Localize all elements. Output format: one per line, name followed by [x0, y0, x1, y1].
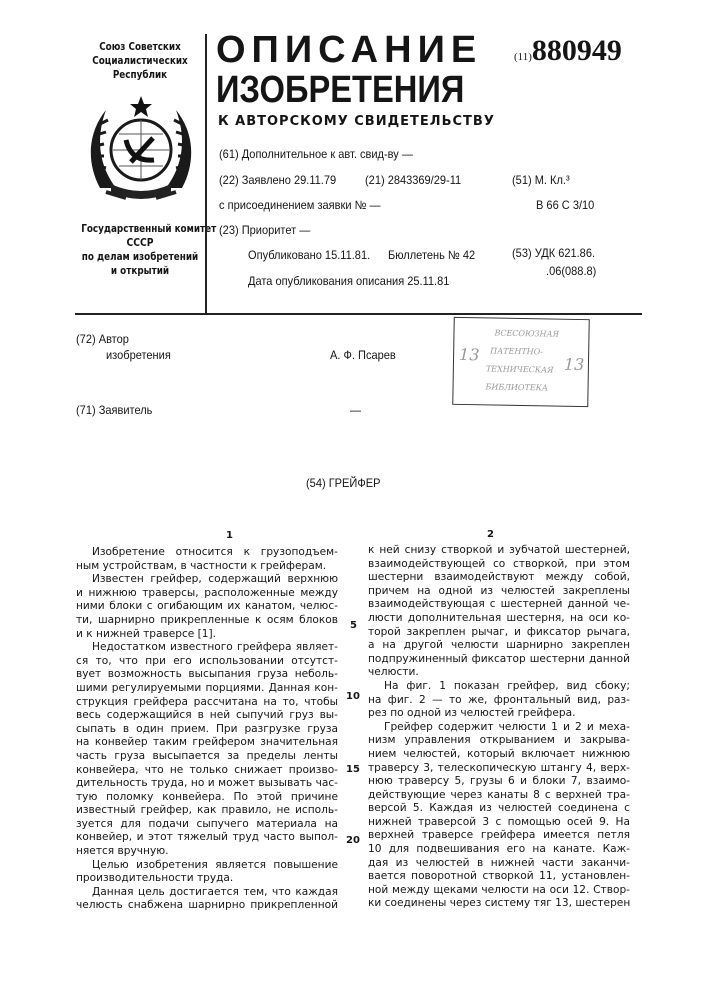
text-line: сыпать в один прием. При разгрузке груза [76, 723, 338, 737]
paragraph [368, 544, 630, 680]
field-21: (21) 2843369/29-11 [365, 173, 461, 187]
published-date: Опубликовано 15.11.81. [248, 248, 370, 262]
doc-title-line2: ИЗОБРЕТЕНИЯ [216, 70, 464, 110]
field-72-label: (72) Автор [76, 332, 129, 346]
text-line: верхней траверсе грейфера имеется петля [368, 829, 630, 843]
field-53-label: (53) УДК 621.86. [512, 246, 595, 260]
field-72-label-2: изобретения [106, 348, 171, 362]
org-line: Социалистических [81, 54, 199, 68]
text-line: шестерни взаимодействуют между собой, [368, 571, 630, 585]
text-line: ними блоки с огибающим их канатом, челюс- [76, 600, 338, 614]
text-line: Известен грейфер, содержащий верхнюю [76, 573, 338, 587]
text-line: дительность труда, но и может вызывать час- [76, 777, 338, 791]
text-line: часть груза высыпается за пределы ленты [76, 750, 338, 764]
stamp-line: БИБЛИОТЕКА [485, 382, 548, 393]
text-column-right [368, 544, 630, 911]
text-column-left [76, 546, 338, 913]
field-22: (22) Заявлено 29.11.79 [219, 173, 336, 187]
paragraph [76, 641, 338, 859]
text-line: а на другой челюсти шарнирно закреплен [368, 639, 630, 653]
paragraph [368, 680, 630, 721]
text-line: нижней траверсой 3 с помощью осей 9. На [368, 816, 630, 830]
stamp-mark: 13 [564, 356, 585, 374]
text-line: и к нижней траверсе [1]. [76, 628, 338, 642]
field-51-label: (51) М. Кл.³ [512, 173, 570, 187]
line-number: 5 [350, 620, 357, 632]
text-line: челюсти. [368, 666, 630, 680]
column-number-1: 1 [226, 530, 233, 542]
text-line: дая из челюстей в нижней части заканчи- [368, 857, 630, 871]
text-line: вается поворотной створкой 11, установлен- [368, 870, 630, 884]
text-line: няется вручную. [76, 845, 338, 859]
text-line: и нижнюю траверсы, расположенные между [76, 587, 338, 601]
stamp-line: ПАТЕНТНО- [490, 346, 543, 357]
committee-line: Государственный комитет [81, 222, 199, 236]
vertical-divider [205, 34, 207, 313]
doc-title-line1: ОПИСАНИЕ [216, 30, 482, 70]
text-line: челюсть снабжена шарнирно прикрепленной [76, 899, 338, 913]
paragraph [76, 546, 338, 573]
field-51-value: В 66 С 3/10 [536, 198, 594, 212]
applicant-value: — [350, 403, 361, 417]
text-line: Данная цель достигается тем, что каждая [76, 886, 338, 900]
text-line: нием челюстей, который включает нижнюю [368, 748, 630, 762]
text-line: действующие через канаты 8 с верхней тра- [368, 789, 630, 803]
text-line: люсти дополнительная шестерня, на оси ко- [368, 612, 630, 626]
text-line: Изобретение относится к грузоподъем- [76, 546, 338, 560]
stamp-line: ТЕХНИЧЕСКАЯ [486, 364, 554, 375]
paragraph [76, 573, 338, 641]
line-number: 15 [346, 764, 360, 776]
patent-number [514, 34, 622, 68]
text-line: шими регулируемыми порциями. Данная кон- [76, 682, 338, 696]
committee-name [70, 222, 210, 278]
text-line: низм управления открыванием и закрыва- [368, 734, 630, 748]
org-line: Союз Советских [81, 40, 199, 54]
attachment-field: с присоединением заявки № — [219, 198, 381, 212]
text-line: торой закреплен рычаг, и фиксатор рычага, [368, 626, 630, 640]
column-number-2: 2 [487, 529, 494, 541]
text-line: траверсу 3, телескопическую штангу 4, верх- [368, 762, 630, 776]
horizontal-divider [75, 313, 642, 315]
org-line: Республик [81, 68, 199, 82]
library-stamp [452, 317, 590, 407]
field-53-value: .06(088.8) [546, 264, 596, 278]
text-line: На фиг. 1 показан грейфер, вид сбоку; [368, 680, 630, 694]
text-line: конвейер, и этот тяжелый труд часто выпол- [76, 831, 338, 845]
text-line: Целью изобретения является повышение [76, 859, 338, 873]
text-line: взаимодействующей со створкой, при этом [368, 558, 630, 572]
line-number: 20 [346, 835, 360, 847]
field-71-label: (71) Заявитель [76, 403, 152, 417]
country-name [70, 40, 210, 82]
text-line: к ней снизу створкой и зубчатой шестерней, [368, 544, 630, 558]
text-line: рез по одной из челюстей грейфера. [368, 707, 630, 721]
paragraph [76, 859, 338, 886]
committee-line: и открытий [81, 264, 199, 278]
text-line: тую поломку конвейера. По этой причине [76, 791, 338, 805]
text-line: на конвейер таким грейфером значительная [76, 736, 338, 750]
text-line: конвейера, что не только снижает произво- [76, 764, 338, 778]
text-line: взаимодействующая с шестерней данной че- [368, 598, 630, 612]
text-line: 10 для подвешивания его на канате. Каж- [368, 843, 630, 857]
bulletin-number: Бюллетень № 42 [388, 248, 475, 262]
description-date: Дата опубликования описания 25.11.81 [248, 274, 449, 288]
paragraph [76, 886, 338, 913]
paragraph [368, 721, 630, 911]
number-value: 880949 [532, 34, 622, 67]
invention-title: (54) ГРЕЙФЕР [306, 476, 380, 490]
text-line: нюю траверсу 5, грузы 6 и блоки 7, взаимо- [368, 775, 630, 789]
text-line: на фиг. 2 — то же, фронтальный вид, раз- [368, 694, 630, 708]
stamp-line: ВСЕСОЮЗНАЯ [494, 329, 559, 340]
text-line: ной между щеками челюсти на оси 12. Створ- [368, 884, 630, 898]
text-line: весь содержащийся в ней сыпучий груз вы- [76, 709, 338, 723]
committee-line: СССР [81, 236, 199, 250]
author-name: А. Ф. Псарев [330, 348, 396, 362]
committee-line: по делам изобретений [81, 250, 199, 264]
ussr-emblem-icon [86, 92, 196, 204]
stamp-mark: 13 [459, 346, 480, 364]
text-line: Недостатком известного грейфера являет- [76, 641, 338, 655]
field-61: (61) Дополнительное к авт. свид-ву — [219, 147, 413, 161]
text-line: струкция грейфера рассчитана на то, чтобы [76, 696, 338, 710]
text-line: Грейфер содержит челюсти 1 и 2 и меха- [368, 721, 630, 735]
line-number: 10 [346, 691, 360, 703]
text-line: ти, шарнирно прикрепленные к осям блоков [76, 614, 338, 628]
text-line: ным устройствам, в частности к грейферам. [76, 560, 338, 574]
text-line: производительности труда. [76, 872, 338, 886]
field-23: (23) Приоритет — [219, 223, 310, 237]
text-line: версой 5. Каждая из челюстей соединена с [368, 802, 630, 816]
text-line: подпружиненный фиксатор шестерни данной [368, 653, 630, 667]
text-line: ся то, что при его использовании отсутст- [76, 655, 338, 669]
number-code: (11) [514, 51, 532, 63]
text-line: вует возможность высыпания груза неболь- [76, 668, 338, 682]
text-line: причем на одной из челюстей закреплены [368, 585, 630, 599]
text-line: известный грейфер, как правило, не исполь- [76, 804, 338, 818]
doc-subtitle: К АВТОРСКОМУ СВИДЕТЕЛЬСТВУ [218, 114, 495, 129]
text-line: ки соединены через систему тяг 13, шестерен [368, 897, 630, 911]
text-line: зуется для подачи сыпучего материала на [76, 818, 338, 832]
